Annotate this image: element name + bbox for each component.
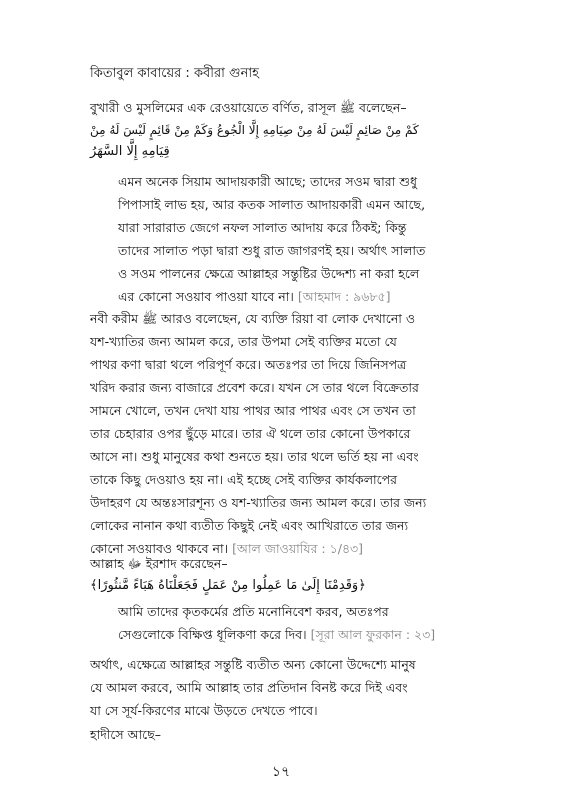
body-line: উদাহরণ যে অন্তঃসারশূন্য ও যশ-খ্যাতির জন্য আমল করে। তার জন্য <box>90 495 427 510</box>
quran-intro-text: আল্লাহ ﷻ ইরশাদ করেছেন– <box>90 556 228 571</box>
translation-text: এর কোনো সওয়াব পাওয়া যাবে না। <box>118 289 294 304</box>
body-line: তার চেহারার ওপর ছুঁড়ে মারে। তার ঐ থলে তার কোনো উপকারে <box>90 426 411 441</box>
hadith-translation <box>118 170 470 308</box>
body-line: যা সে সূর্য-কিরণের মাঝে উড়তে দেখতে পাবে। <box>90 703 318 718</box>
body-line: যে আমল করবে, আমি আল্লাহ তার প্রতিদান বিনষ্ট করে দিই এবং <box>90 680 408 695</box>
translation-line: তাদের সালাত পড়া দ্বারা শুধু রাত জাগরণই হয়। অর্থাৎ সালাত <box>118 243 426 258</box>
reference-citation: [আল জাওয়াযির : ১/৪৩] <box>232 541 364 556</box>
body-line: যশ-খ্যাতির জন্য আমল করে, তার উপমা সেই ব্যক্তির মতো যে <box>90 334 397 349</box>
body-paragraph-5 <box>90 723 470 746</box>
translation-line-last <box>118 623 470 646</box>
body-line: পাথর কণা দ্বারা থলে পরিপূর্ণ করে। অতঃপর তা দিয়ে জিনিসপত্র <box>90 357 407 372</box>
quran-ayah-text: ﴿وَقَدِمْنَا إِلَىٰ مَا عَمِلُوا مِنْ عَمَلٍ فَجَعَلْنَاهُ هَبَاءً مَّنثُورًا﴾ <box>90 578 366 593</box>
arabic-hadith <box>90 119 470 163</box>
reference-citation: [আহমাদ : ৯৬৮৫] <box>297 289 391 304</box>
body-line: নবী করীম ﷺ আরও বলেছেন, যে ব্যক্তি রিয়া বা লোক দেখানো ও <box>90 311 416 326</box>
body-line: লোকের নানান কথা ব্যতীত কিছুই নেই এবং আখিরাতে তার জন্য <box>90 518 409 533</box>
body-paragraph-4 <box>90 653 470 722</box>
translation-line: যারা সারারাত জেগে নফল সালাত আদায় করে ঠিকই; কিন্তু <box>118 220 407 235</box>
reference-citation: [সূরা আল ফুরকান : ২৩] <box>310 627 436 642</box>
body-line: হাদীসে আছে– <box>90 727 162 742</box>
arabic-hadith-line-1: كَمْ مِنْ صَائِمٍ لَيْسَ لَهُ مِنْ صِيَامِهِ إِلَّا الْجُوعُ وَكَمْ مِنْ قَائِمٍ لَيْسَ لَهُ مِنْ <box>90 123 419 137</box>
body-text: কোনো সওয়াবও থাকবে না। <box>90 541 229 556</box>
body-line: আসে না। শুধু মানুষের কথা শুনতে হয়। তার থলে ভর্তি হয় না এবং <box>90 449 419 464</box>
quran-ayah <box>90 575 470 597</box>
body-line: সামনে খোলে, তখন দেখা যায় পাথর আর পাথর এবং সে তখন তা <box>90 403 416 418</box>
ayah-translation <box>118 600 470 646</box>
body-paragraph-2 <box>90 307 470 560</box>
translation-line: আমি তাদের কৃতকর্মের প্রতি মনোনিবেশ করব, অতঃপর <box>118 604 389 619</box>
translation-line: এমন অনেক সিয়াম আদায়কারী আছে; তাদের সওম দ্বারা শুধু <box>118 174 418 189</box>
page-number: ১৭ <box>271 764 291 780</box>
translation-line: পিপাসাই লাভ হয়, আর কতক সালাত আদায়কারী এমন আছে, <box>118 197 426 212</box>
quran-intro <box>90 552 470 575</box>
translation-line: ও সওম পালনের ক্ষেত্রে আল্লাহর সন্তুষ্টির উদ্দেশ্য না করা হলে <box>118 266 420 281</box>
intro-paragraph <box>90 96 470 119</box>
intro-text: বুখারী ও মুসলিমের এক রেওয়ায়েতে বর্ণিত, রাসূল ﷺ বলেছেন– <box>90 100 407 115</box>
translation-line-last <box>118 285 470 308</box>
arabic-hadith-line-2: قِيَامِهِ إِلَّا السَّهَرُ <box>90 144 170 159</box>
translation-text: সেগুলোকে বিক্ষিপ্ত ধূলিকণা করে দিব। <box>118 627 307 642</box>
body-line: অর্থাৎ, এক্ষেত্রে আল্লাহর সন্তুষ্টি ব্যতীত অন্য কোনো উদ্দেশ্যে মানুষ <box>90 657 416 672</box>
running-header: কিতাবুল কাবায়ের : কবীরা গুনাহ <box>90 66 259 81</box>
body-line: তাকে কিছু দেওয়াও হয় না। এই হচ্ছে সেই ব্যক্তির কার্যকলাপের <box>90 472 398 487</box>
body-line: খরিদ করার জন্য বাজারে প্রবেশ করে। যখন সে তার থলে বিক্রেতার <box>90 380 419 395</box>
